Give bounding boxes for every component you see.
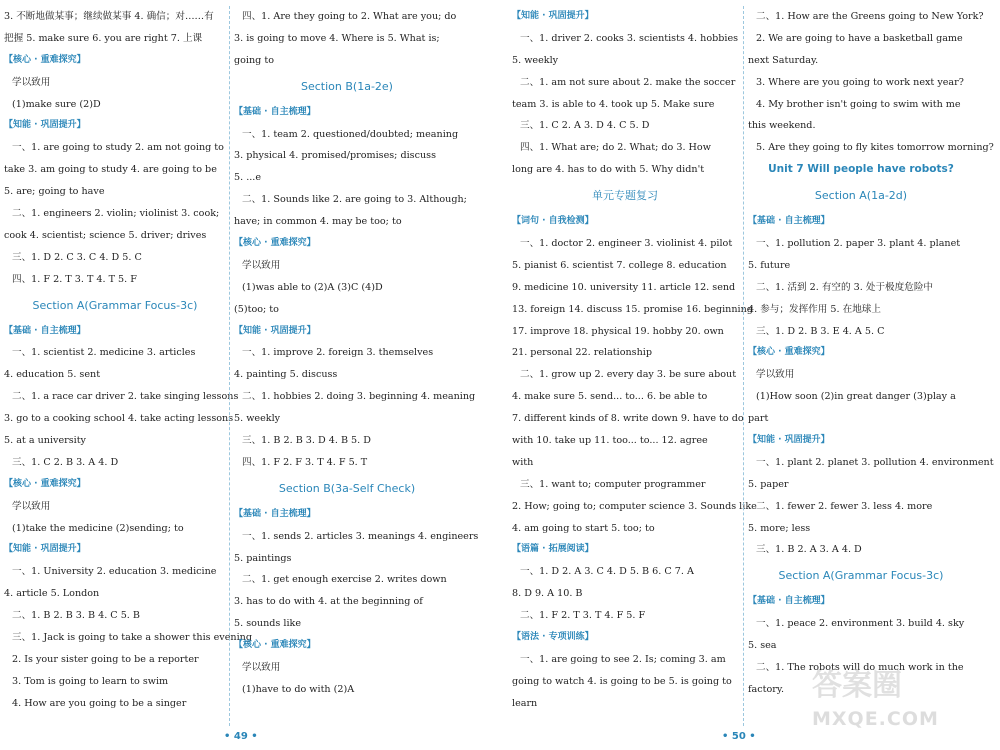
answer-line: 三、1. D 2. C 3. C 4. D 5. C xyxy=(12,251,142,263)
answer-line: 二、1. grow up 2. every day 3. be sure about xyxy=(520,369,737,381)
section-title: Section B(1a-2e) xyxy=(301,79,393,93)
answer-line: 一、1. scientist 2. medicine 3. articles xyxy=(12,347,196,359)
answer-line: 一、1. plant 2. planet 3. pollution 4. environment xyxy=(756,456,994,468)
answer-line: 5. paintings xyxy=(234,552,292,564)
answer-line: 二、1. get enough exercise 2. writes down xyxy=(242,574,447,586)
answer-line: 5. pianist 6. scientist 7. college 8. education xyxy=(512,259,727,271)
answer-line: 5. are; going to have xyxy=(4,186,105,198)
answer-line: (1)How soon (2)in great danger (3)play a xyxy=(756,391,956,403)
answer-line: 13. foreign 14. discuss 15. promise 16. beginning xyxy=(512,303,753,315)
answer-line: 把握 5. make sure 6. you are right 7. 上课 xyxy=(4,32,203,44)
answer-line: 5. weekly xyxy=(512,54,559,66)
answer-line: 3. has to do with 4. at the beginning of xyxy=(234,596,423,608)
section-heading: 【基础 · 自主梳理】 xyxy=(748,216,830,227)
section-heading: 【基础 · 自主梳理】 xyxy=(748,596,830,607)
answer-line: 学以致用 xyxy=(242,259,281,271)
section-heading: 【词句 · 自我检测】 xyxy=(512,216,594,227)
answer-line: 三、1. B 2. B 3. D 4. B 5. D xyxy=(242,435,371,447)
answer-line: going to xyxy=(234,54,274,66)
answer-line: 二、1. How are the Greens going to New York? xyxy=(756,11,984,22)
watermark-logo-text: 答案圈 xyxy=(812,668,902,703)
answer-line: 二、1. The robots will do much work in the xyxy=(756,662,964,674)
answer-line: 一、1. are going to see 2. Is; coming 3. am xyxy=(520,653,726,665)
section-heading: 【核心 · 重难探究】 xyxy=(234,238,316,249)
answer-line: (1)make sure (2)D xyxy=(12,98,101,110)
answer-line: 2. Is your sister going to be a reporter xyxy=(12,653,199,665)
answer-line: 三、1. D 2. B 3. E 4. A 5. C xyxy=(756,325,885,337)
answer-line: 3. go to a cooking school 4. take acting lessons xyxy=(4,413,234,425)
answer-line: 二、1. Sounds like 2. are going to 3. Although; xyxy=(242,194,467,206)
answer-column-3 xyxy=(512,6,757,715)
answer-line: 3. physical 4. promised/promises; discuss xyxy=(234,150,436,162)
section-title: Section A(1a-2d) xyxy=(814,189,908,203)
unit-title: Unit 7 Will people have robots? xyxy=(768,163,954,176)
answer-line: 21. personal 22. relationship xyxy=(512,347,652,359)
section-heading: 【基础 · 自主梳理】 xyxy=(4,325,86,336)
answer-line: 2. How; going to; computer science 3. Sounds like xyxy=(512,500,757,512)
section-heading: 【核心 · 重难探究】 xyxy=(4,54,86,65)
answer-line: 四、1. F 2. F 3. T 4. F 5. T xyxy=(242,456,368,468)
answer-column-4 xyxy=(748,6,994,701)
answer-line: 二、1. hobbies 2. doing 3. beginning 4. meaning xyxy=(242,391,476,403)
watermark-url: MXQE.COM xyxy=(812,708,939,730)
answer-line: 学以致用 xyxy=(242,662,281,674)
section-heading: 【核心 · 重难探究】 xyxy=(748,347,830,358)
section-title: 单元专题复习 xyxy=(592,189,658,203)
column-divider xyxy=(743,6,744,726)
answer-line: 学以致用 xyxy=(12,76,51,88)
answer-line: (1)have to do with (2)A xyxy=(242,683,355,695)
section-heading: 【基础 · 自主梳理】 xyxy=(234,106,316,117)
answer-line: going to watch 4. is going to be 5. is going to xyxy=(512,675,732,687)
answer-line: 三、1. B 2. A 3. A 4. D xyxy=(756,544,862,556)
answer-line: 二、1. am not sure about 2. make the soccer xyxy=(520,76,736,88)
section-title: Section B(3a-Self Check) xyxy=(278,481,416,495)
section-heading: 【知能 · 巩固提升】 xyxy=(4,120,86,131)
answer-line: 5. future xyxy=(748,259,791,271)
answer-line: 四、1. Are they going to 2. What are you; do xyxy=(242,11,457,22)
answer-line: 一、1. peace 2. environment 3. build 4. sky xyxy=(756,618,965,630)
answer-line: 一、1. pollution 2. paper 3. plant 4. planet xyxy=(756,238,961,250)
answer-line: (1)was able to (2)A (3)C (4)D xyxy=(242,281,383,293)
answer-line: 4. My brother isn't going to swim with me xyxy=(756,98,961,110)
answer-line: 17. improve 18. physical 19. hobby 20. own xyxy=(512,325,724,337)
answer-line: 三、1. C 2. B 3. A 4. D xyxy=(12,456,119,468)
answer-line: take 3. am going to study 4. are going to be xyxy=(4,164,217,176)
answer-line: 一、1. team 2. questioned/doubted; meaning xyxy=(242,128,459,140)
answer-line: 二、1. a race car driver 2. take singing lessons xyxy=(12,391,239,403)
answer-line: 一、1. driver 2. cooks 3. scientists 4. hobbies xyxy=(520,32,739,44)
answer-line: factory. xyxy=(748,683,785,695)
answer-line: cook 4. scientist; science 5. driver; drives xyxy=(4,229,207,241)
answer-line: 5. more; less xyxy=(748,522,811,534)
page-number-right: • 50 • xyxy=(722,731,756,742)
answer-line: 3. 不断地做某事；继续做某事 4. 确信；对……有 xyxy=(4,11,214,22)
page-number-left: • 49 • xyxy=(224,731,258,742)
answer-line: part xyxy=(748,413,769,425)
answer-line: 5. sea xyxy=(748,640,777,652)
answer-line: 4. article 5. London xyxy=(4,588,100,600)
answer-line: 三、1. Jack is going to take a shower this evening xyxy=(12,632,252,644)
section-heading: 【知能 · 巩固提升】 xyxy=(748,435,830,446)
section-heading: 【语法 · 专项训练】 xyxy=(512,632,594,643)
answer-line: 三、1. want to; computer programmer xyxy=(520,478,706,490)
answer-line: 3. is going to move 4. Where is 5. What is; xyxy=(234,32,440,44)
answer-line: 2. We are going to have a basketball game xyxy=(756,32,963,44)
answer-line: 二、1. 活到 2. 有空的 3. 处于极度危险中 xyxy=(756,281,934,293)
answer-line: 三、1. C 2. A 3. D 4. C 5. D xyxy=(520,120,650,132)
answer-line: 9. medicine 10. university 11. article 12. send xyxy=(512,281,736,293)
answer-line: 4. am going to start 5. too; to xyxy=(512,522,655,534)
answer-line: (1)take the medicine (2)sending; to xyxy=(12,522,184,534)
section-heading: 【知能 · 巩固提升】 xyxy=(4,544,86,555)
section-heading: 【基础 · 自主梳理】 xyxy=(234,508,316,519)
section-heading: 【知能 · 巩固提升】 xyxy=(512,11,594,21)
answer-column-2 xyxy=(234,6,479,701)
answer-line: 5. weekly xyxy=(234,413,281,425)
answer-line: 3. Where are you going to work next year? xyxy=(756,76,964,88)
answer-line: 3. Tom is going to learn to swim xyxy=(12,675,169,687)
section-heading: 【核心 · 重难探究】 xyxy=(4,478,86,489)
column-divider xyxy=(229,6,230,726)
answer-line: 一、1. D 2. A 3. C 4. D 5. B 6. C 7. A xyxy=(520,566,694,578)
section-title: Section A(Grammar Focus-3c) xyxy=(32,298,198,312)
answer-line: 一、1. improve 2. foreign 3. themselves xyxy=(242,347,434,359)
section-heading: 【语篇 · 拓展阅读】 xyxy=(512,544,594,555)
answer-line: 5. paper xyxy=(748,478,789,490)
answer-line: this weekend. xyxy=(748,120,816,132)
answer-line: 4. education 5. sent xyxy=(4,369,101,381)
answer-line: 5. ...e xyxy=(234,172,262,184)
answer-line: next Saturday. xyxy=(748,54,819,66)
answer-line: 4. painting 5. discuss xyxy=(234,369,338,381)
answer-line: 一、1. University 2. education 3. medicine xyxy=(12,566,217,578)
answer-line: 5. Are they going to fly kites tomorrow morning? xyxy=(756,142,994,154)
answer-line: 二、1. B 2. B 3. B 4. C 5. B xyxy=(12,610,140,622)
answer-line: 8. D 9. A 10. B xyxy=(512,588,583,600)
answer-line: 四、1. F 2. T 3. T 4. T 5. F xyxy=(12,273,137,285)
answer-line: with 10. take up 11. too... to... 12. agree xyxy=(512,435,708,447)
answer-line: 学以致用 xyxy=(12,500,51,512)
section-title: Section A(Grammar Focus-3c) xyxy=(778,569,944,583)
answer-line: learn xyxy=(512,697,538,709)
answer-line: 一、1. doctor 2. engineer 3. violinist 4. pilot xyxy=(520,238,733,250)
answer-line: 一、1. are going to study 2. am not going to xyxy=(12,142,224,154)
answer-line: 一、1. sends 2. articles 3. meanings 4. engineers xyxy=(242,530,479,542)
answer-line: long are 4. has to do with 5. Why didn't xyxy=(512,164,705,176)
section-heading: 【知能 · 巩固提升】 xyxy=(234,325,316,336)
answer-line: 四、1. What are; do 2. What; do 3. How xyxy=(520,142,711,154)
answer-line: 4. make sure 5. send... to... 6. be able to xyxy=(512,391,708,403)
answer-line: (5)too; to xyxy=(234,303,279,315)
answer-line: 4. How are you going to be a singer xyxy=(12,697,187,709)
answer-line: 5. sounds like xyxy=(234,618,302,630)
answer-line: with xyxy=(512,456,534,468)
answer-line: 5. at a university xyxy=(4,435,86,447)
answer-line: have; in common 4. may be too; to xyxy=(234,216,402,228)
answer-line: team 3. is able to 4. took up 5. Make sure xyxy=(512,98,715,110)
answer-line: 二、1. F 2. T 3. T 4. F 5. F xyxy=(520,610,646,622)
section-heading: 【核心 · 重难探究】 xyxy=(234,640,316,651)
answer-line: 学以致用 xyxy=(756,369,795,381)
answer-line: 7. different kinds of 8. write down 9. have to do xyxy=(512,413,744,425)
answer-line: 二、1. engineers 2. violin; violinist 3. cook; xyxy=(12,208,220,220)
answer-line: 二、1. fewer 2. fewer 3. less 4. more xyxy=(756,500,933,512)
answer-line: 4. 参与；发挥作用 5. 在地球上 xyxy=(748,303,881,315)
